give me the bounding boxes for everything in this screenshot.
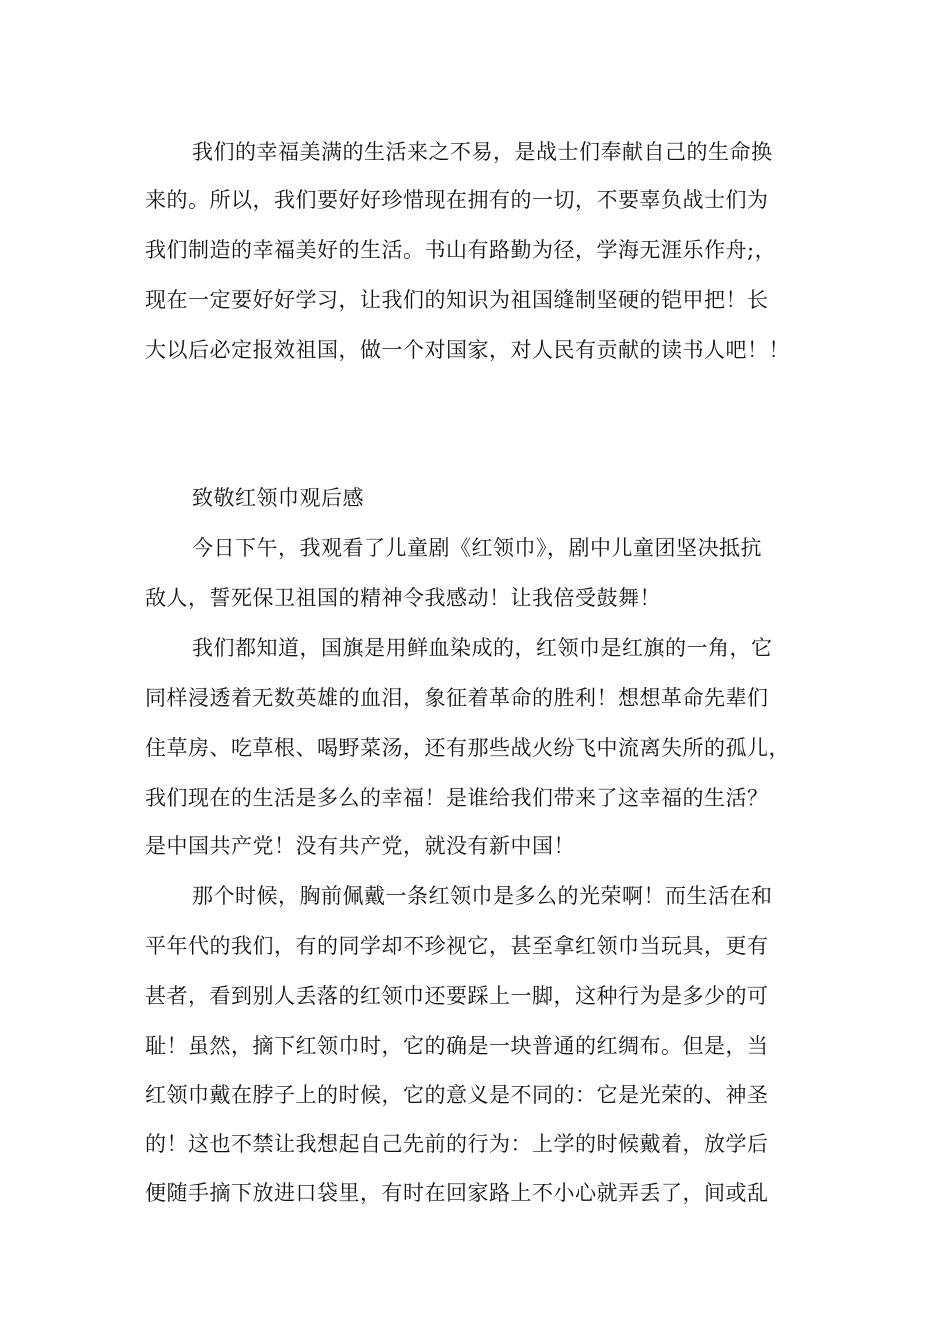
paragraph-line: 同样浸透着无数英雄的血泪，象征着革命的胜利！想想革命先辈们	[145, 686, 769, 710]
paragraph-line: 甚者，看到别人丢落的红领巾还要踩上一脚，这种行为是多少的可	[145, 984, 769, 1008]
paragraph-line: 平年代的我们，有的同学却不珍视它，甚至拿红领巾当玩具，更有	[145, 934, 769, 958]
paragraph-line: 来的。所以，我们要好好珍惜现在拥有的一切，不要辜负战士们为	[145, 188, 769, 212]
paragraph-line: 敌人，誓死保卫祖国的精神令我感动！让我倍受鼓舞！	[145, 586, 661, 610]
paragraph-line: 现在一定要好好学习，让我们的知识为祖国缝制坚硬的铠甲把！长	[145, 288, 769, 312]
paragraph-line: 我们制造的幸福美好的生活。书山有路勤为径，学海无涯乐作舟;，	[145, 238, 777, 262]
paragraph-line: 今日下午，我观看了儿童剧《红领巾》，剧中儿童团坚决抵抗	[192, 536, 762, 560]
paragraph-line: 我们都知道，国旗是用鲜血染成的，红领巾是红旗的一角，它	[192, 636, 773, 660]
paragraph-line: 住草房、吃草根、喝野菜汤，还有那些战火纷飞中流离失所的孤儿，	[145, 736, 790, 760]
paragraph-line: 便随手摘下放进口袋里，有时在回家路上不小心就弄丢了，间或乱	[145, 1181, 769, 1205]
paragraph-line: 我们现在的生活是多么的幸福！是谁给我们带来了这幸福的生活？	[145, 786, 769, 810]
paragraph-line: 耻！虽然，摘下红领巾时，它的确是一块普通的红绸布。但是，当	[145, 1034, 769, 1058]
paragraph-line: 是中国共产党！没有共产党，就没有新中国！	[145, 834, 575, 858]
paragraph-line: 我们的幸福美满的生活来之不易，是战士们奉献自己的生命换	[192, 140, 773, 164]
paragraph-line: 红领巾戴在脖子上的时候，它的意义是不同的：它是光荣的、神圣	[145, 1083, 769, 1107]
paragraph-line: 大以后必定报效祖国，做一个对国家，对人民有贡献的读书人吧！！	[145, 338, 790, 362]
paragraph-line: 那个时候，胸前佩戴一条红领巾是多么的光荣啊！而生活在和	[192, 884, 773, 908]
essay-title: 致敬红领巾观后感	[192, 486, 364, 510]
paragraph-line: 的！这也不禁让我想起自己先前的行为：上学的时候戴着，放学后	[145, 1132, 769, 1156]
